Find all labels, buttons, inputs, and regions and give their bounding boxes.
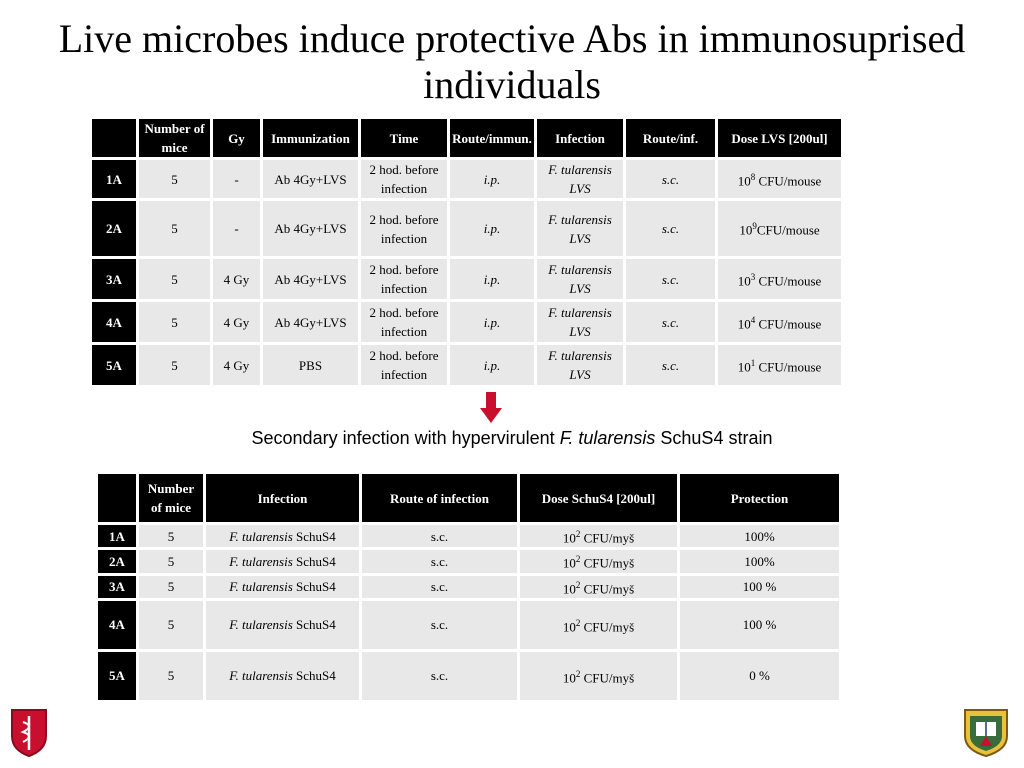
infection-strain: SchuS4 xyxy=(292,579,336,595)
protection-row-1a xyxy=(98,525,839,547)
caption-species: F. tularensis xyxy=(559,428,656,448)
infection-strain: SchuS4 xyxy=(292,617,336,633)
number-of-mice-cell: 5 xyxy=(139,601,203,649)
route-inf-cell: s.c. xyxy=(626,259,715,299)
dose-base: 10 xyxy=(737,273,751,289)
dose-base: 10 xyxy=(739,222,753,238)
dose-unit: CFU/mouse xyxy=(755,316,822,332)
route-cell: s.c. xyxy=(362,601,517,649)
row-label: 4A xyxy=(92,302,136,342)
gy-cell: 4 Gy xyxy=(213,302,260,342)
dose-base: 10 xyxy=(562,580,576,596)
route-immun-cell: i.p. xyxy=(450,201,534,256)
infection-cell xyxy=(206,576,359,598)
route-immun-cell: i.p. xyxy=(450,302,534,342)
infection-cell: F. tularensis LVS xyxy=(537,160,623,198)
protection-table-header xyxy=(98,474,839,522)
row-label: 3A xyxy=(92,259,136,299)
immunization-cell: Ab 4Gy+LVS xyxy=(263,201,358,256)
number-of-mice-cell: 5 xyxy=(139,302,210,342)
protection-table xyxy=(95,471,842,703)
immunization-row-2a xyxy=(92,201,841,256)
number-of-mice-cell: 5 xyxy=(139,550,203,572)
number-of-mice-cell: 5 xyxy=(139,345,210,385)
row-label: 4A xyxy=(98,601,136,649)
dose-unit: CFU/myš xyxy=(580,530,635,546)
time-cell: 2 hod. before infection xyxy=(361,160,447,198)
dose-exponent: 3 xyxy=(750,271,756,282)
infection-strain: SchuS4 xyxy=(292,668,336,684)
dose-cell xyxy=(520,652,677,700)
dose-base: 10 xyxy=(737,173,751,189)
dose-base: 10 xyxy=(737,359,751,375)
col-route-immun: Route/immun. xyxy=(450,119,534,157)
row-label: 2A xyxy=(92,201,136,256)
dose-exponent: 2 xyxy=(575,529,581,539)
dose-exponent: 2 xyxy=(575,668,581,679)
dose-cell xyxy=(520,525,677,547)
infection-species: F. tularensis xyxy=(229,668,293,684)
dose-base: 10 xyxy=(737,316,751,332)
dose-cell xyxy=(520,576,677,598)
immunization-row-5a xyxy=(92,345,841,385)
infection-species: F. tularensis xyxy=(229,579,293,595)
dose-exponent: 8 xyxy=(750,171,756,182)
route-inf-cell: s.c. xyxy=(626,345,715,385)
immunization-cell: Ab 4Gy+LVS xyxy=(263,302,358,342)
infection-species: F. tularensis xyxy=(229,553,293,569)
route-inf-cell: s.c. xyxy=(626,160,715,198)
route-cell: s.c. xyxy=(362,576,517,598)
dose-cell xyxy=(520,550,677,572)
dose-exponent: 2 xyxy=(575,579,581,590)
number-of-mice-cell: 5 xyxy=(139,652,203,700)
secondary-infection-caption xyxy=(0,428,1024,449)
route-inf-cell: s.c. xyxy=(626,302,715,342)
protection-cell: 100 % xyxy=(680,601,839,649)
corner-cell xyxy=(92,119,136,157)
dose-unit: CFU/myš xyxy=(580,555,635,571)
immunization-table xyxy=(89,116,844,388)
col-dose-lvs: Dose LVS [200ul] xyxy=(718,119,841,157)
immunization-table-header xyxy=(92,119,841,157)
infection-cell xyxy=(206,601,359,649)
protection-row-3a xyxy=(98,576,839,598)
dose-base: 10 xyxy=(562,670,576,686)
dose-unit: CFU/myš xyxy=(580,580,635,596)
dose-exponent: 2 xyxy=(575,554,581,565)
time-cell: 2 hod. before infection xyxy=(361,302,447,342)
dose-unit: CFU/myš xyxy=(580,670,635,686)
caption-strain: SchuS4 strain xyxy=(655,428,773,448)
dose-unit: CFU/mouse xyxy=(755,273,822,289)
route-immun-cell: i.p. xyxy=(450,259,534,299)
infection-cell xyxy=(206,525,359,547)
number-of-mice-cell: 5 xyxy=(139,259,210,299)
route-cell: s.c. xyxy=(362,652,517,700)
route-inf-cell: s.c. xyxy=(626,201,715,256)
protection-row-5a xyxy=(98,652,839,700)
number-of-mice-cell: 5 xyxy=(139,525,203,547)
dose-cell xyxy=(718,302,841,342)
infection-cell: F. tularensis LVS xyxy=(537,259,623,299)
route-immun-cell: i.p. xyxy=(450,160,534,198)
infection-strain: SchuS4 xyxy=(292,528,336,544)
military-university-crest-logo xyxy=(962,706,1010,758)
immunization-cell: Ab 4Gy+LVS xyxy=(263,160,358,198)
dose-exponent: 1 xyxy=(750,357,756,368)
dose-cell xyxy=(718,345,841,385)
dose-base: 10 xyxy=(562,530,576,546)
down-arrow-icon xyxy=(480,392,502,424)
row-label: 2A xyxy=(98,550,136,572)
dose-unit: CFU/mouse xyxy=(755,359,822,375)
immunization-row-1a xyxy=(92,160,841,198)
dose-cell xyxy=(718,201,841,256)
col-time: Time xyxy=(361,119,447,157)
number-of-mice-cell: 5 xyxy=(139,160,210,198)
dose-cell xyxy=(718,160,841,198)
dose-exponent: 4 xyxy=(750,314,756,325)
time-cell: 2 hod. before infection xyxy=(361,201,447,256)
gy-cell: - xyxy=(213,201,260,256)
protection-row-4a xyxy=(98,601,839,649)
medical-emblem-logo xyxy=(8,706,50,758)
time-cell: 2 hod. before infection xyxy=(361,345,447,385)
corner-cell xyxy=(98,474,136,522)
row-label: 1A xyxy=(92,160,136,198)
dose-cell xyxy=(718,259,841,299)
immunization-row-4a xyxy=(92,302,841,342)
route-cell: s.c. xyxy=(362,525,517,547)
col-infection: Infection xyxy=(537,119,623,157)
caption-text: Secondary infection with hypervirulent xyxy=(251,428,560,448)
immunization-cell: PBS xyxy=(263,345,358,385)
protection-cell: 0 % xyxy=(680,652,839,700)
dose-unit: CFU/mouse xyxy=(755,173,822,189)
dose-unit: CFU/myš xyxy=(580,619,635,635)
immunization-cell: Ab 4Gy+LVS xyxy=(263,259,358,299)
col-immunization: Immunization xyxy=(263,119,358,157)
route-immun-cell: i.p. xyxy=(450,345,534,385)
dose-cell xyxy=(520,601,677,649)
row-label: 3A xyxy=(98,576,136,598)
col-number-of-mice: Number of mice xyxy=(139,474,203,522)
col-infection: Infection xyxy=(206,474,359,522)
number-of-mice-cell: 5 xyxy=(139,576,203,598)
dose-exponent: 9 xyxy=(752,221,757,232)
route-cell: s.c. xyxy=(362,550,517,572)
infection-cell xyxy=(206,652,359,700)
dose-unit: CFU/mouse xyxy=(756,222,820,238)
col-dose-schus4: Dose SchuS4 [200ul] xyxy=(520,474,677,522)
col-protection: Protection xyxy=(680,474,839,522)
infection-strain: SchuS4 xyxy=(292,553,336,569)
protection-cell: 100% xyxy=(680,525,839,547)
infection-cell: F. tularensis LVS xyxy=(537,201,623,256)
dose-exponent: 2 xyxy=(575,617,581,628)
infection-cell: F. tularensis LVS xyxy=(537,302,623,342)
gy-cell: - xyxy=(213,160,260,198)
immunization-row-3a xyxy=(92,259,841,299)
slide-title: Live microbes induce protective Abs in immunosuprised individuals xyxy=(58,16,966,107)
protection-row-2a xyxy=(98,550,839,572)
infection-species: F. tularensis xyxy=(229,617,293,633)
infection-species: F. tularensis xyxy=(229,528,293,544)
number-of-mice-cell: 5 xyxy=(139,201,210,256)
dose-base: 10 xyxy=(562,619,576,635)
infection-cell: F. tularensis LVS xyxy=(537,345,623,385)
infection-cell xyxy=(206,550,359,572)
col-number-of-mice: Number of mice xyxy=(139,119,210,157)
time-cell: 2 hod. before infection xyxy=(361,259,447,299)
row-label: 5A xyxy=(92,345,136,385)
row-label: 1A xyxy=(98,525,136,547)
col-route-inf: Route/inf. xyxy=(626,119,715,157)
col-route-of-infection: Route of infection xyxy=(362,474,517,522)
protection-cell: 100 % xyxy=(680,576,839,598)
gy-cell: 4 Gy xyxy=(213,345,260,385)
protection-cell: 100% xyxy=(680,550,839,572)
gy-cell: 4 Gy xyxy=(213,259,260,299)
dose-base: 10 xyxy=(562,555,576,571)
col-gy: Gy xyxy=(213,119,260,157)
row-label: 5A xyxy=(98,652,136,700)
